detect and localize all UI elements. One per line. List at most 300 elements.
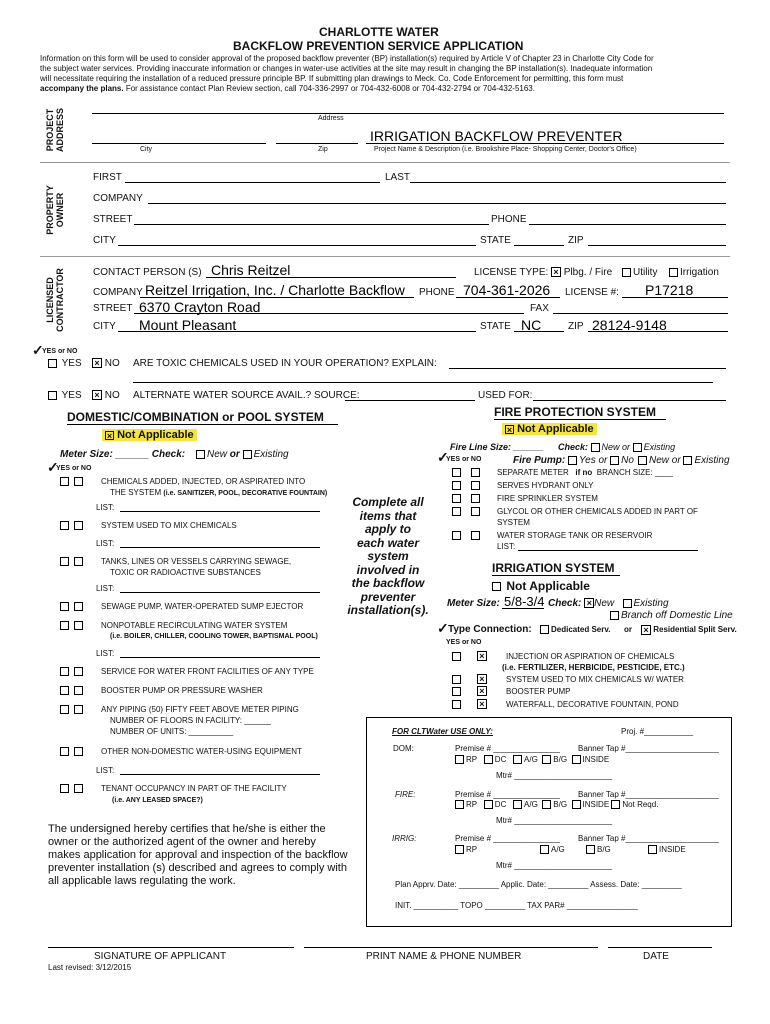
domestic-section-title: DOMESTIC/COMBINATION or POOL SYSTEM: [67, 410, 324, 424]
checkmark-icon: ✓: [437, 449, 449, 465]
instruction-line: the backflow: [351, 576, 425, 590]
contractor-street-label: STREET: [93, 303, 133, 314]
fire-item-meter-checks[interactable]: [452, 467, 482, 478]
irrigation-existing-label: Existing: [633, 598, 669, 609]
last-revised: Last revised: 3/12/2015: [48, 963, 132, 972]
form-title-org: CHARLOTTE WATER: [319, 25, 439, 39]
checkbox-icon[interactable]: [60, 747, 69, 756]
contractor-phone-field[interactable]: [456, 297, 560, 298]
office-dom-bg: B/G: [553, 755, 568, 764]
irrigation-section-title: IRRIGATION SYSTEM: [492, 561, 615, 575]
city-field[interactable]: [92, 143, 266, 144]
contractor-phone-label: PHONE: [419, 287, 455, 298]
contractor-city-value[interactable]: Mount Pleasant: [139, 317, 237, 333]
checkbox-icon[interactable]: [452, 481, 461, 490]
license-type-irrigation[interactable]: [669, 267, 719, 278]
domestic-list-field-4[interactable]: [120, 657, 320, 658]
contractor-zip-label: ZIP: [568, 321, 584, 332]
irrigation-meter-field[interactable]: [502, 608, 544, 609]
checkbox-icon[interactable]: [572, 800, 581, 809]
fire-list-field[interactable]: [518, 550, 698, 551]
domestic-item-sewage-checks[interactable]: [60, 601, 85, 612]
signature-label: SIGNATURE OF APPLICANT: [94, 951, 227, 962]
contractor-city-label: CITY: [93, 321, 116, 332]
office-fire-options[interactable]: [455, 800, 658, 809]
irrigation-item-waterfall-checks[interactable]: [452, 699, 487, 710]
license-number-field[interactable]: [622, 297, 728, 298]
fire-item-tank: WATER STORAGE TANK OR RESERVOIR: [497, 531, 653, 540]
used-for-label: USED FOR:: [478, 390, 533, 401]
checkbox-icon[interactable]: [611, 800, 620, 809]
contractor-state-value[interactable]: NC: [521, 317, 542, 333]
license-type-label: LICENSE TYPE:: [474, 267, 549, 278]
owner-street-field[interactable]: [134, 224, 489, 225]
owner-company-label: COMPANY: [93, 193, 143, 204]
certification-line-5: all applicable laws regulating the work.: [48, 875, 236, 887]
checked-box-icon[interactable]: ×: [506, 424, 513, 435]
checked-box-icon[interactable]: ×: [106, 430, 113, 441]
checkbox-icon[interactable]: [540, 625, 549, 634]
domestic-item-units: NUMBER OF UNITS: __________: [110, 727, 234, 736]
toxic-explain-field[interactable]: [449, 368, 726, 369]
irrigation-item-booster: BOOSTER PUMP: [506, 687, 571, 696]
checkbox-icon[interactable]: [471, 481, 480, 490]
domestic-item-floors: NUMBER OF FLOORS IN FACILITY: ______: [110, 716, 271, 725]
checkbox-icon[interactable]: [196, 450, 205, 459]
domestic-item-booster-checks[interactable]: [60, 685, 85, 696]
checkbox-icon[interactable]: [623, 599, 632, 608]
checkbox-icon[interactable]: [572, 755, 581, 764]
toxic-yes-label: YES: [61, 358, 82, 369]
domestic-list-field-5[interactable]: [120, 774, 320, 775]
contractor-company-field[interactable]: [140, 297, 414, 298]
license-plbg-label: Plbg. / Fire: [563, 267, 613, 278]
date-field[interactable]: [608, 947, 712, 948]
owner-state-field[interactable]: [514, 245, 564, 246]
office-fire-ag: A/G: [524, 800, 538, 809]
office-irrig-bg[interactable]: [586, 845, 611, 854]
form-title: BACKFLOW PREVENTION SERVICE APPLICATION: [233, 39, 524, 53]
domestic-item-tanks-checks[interactable]: [60, 556, 85, 567]
domestic-item-sewage: SEWAGE PUMP, WATER-OPERATED SUMP EJECTOR: [101, 602, 304, 611]
domestic-item-waterfront-checks[interactable]: [60, 666, 85, 677]
irrigation-check[interactable]: [548, 598, 669, 609]
domestic-item-tenant-checks[interactable]: [60, 783, 85, 794]
checked-box-icon[interactable]: ×: [477, 674, 487, 684]
zip-field[interactable]: [276, 143, 358, 144]
contractor-zip-field[interactable]: [588, 331, 728, 332]
irrigation-residential-label: Residential Split Serv.: [653, 625, 737, 635]
office-dom-dc: DC: [494, 755, 507, 764]
domestic-item-chem: CHEMICALS ADDED, INJECTED, OR ASPIRATED INTO: [101, 477, 306, 486]
checkbox-icon[interactable]: [633, 443, 642, 452]
checkbox-icon[interactable]: [74, 667, 83, 676]
domestic-or-label: or: [229, 449, 240, 460]
intro-line-3: will necessitate requiring the installation of a reduced pressure principle BP. If submitting plan drawings to Meck. Co. Code Enforcement for permitting, this form must: [40, 74, 624, 83]
domestic-list-field-1[interactable]: [120, 511, 320, 512]
instruction-line: involved in: [356, 562, 420, 577]
domestic-item-nonpotable-checks[interactable]: [60, 620, 85, 631]
toxic-explain-field-2[interactable]: [133, 382, 713, 383]
alt-water-source-field[interactable]: [345, 400, 475, 401]
checkbox-icon[interactable]: [648, 845, 657, 854]
fire-existing-label: Existing: [643, 442, 676, 452]
checked-box-icon[interactable]: ×: [477, 686, 487, 696]
irrigation-item-booster-checks[interactable]: [452, 686, 487, 697]
office-init-line: INIT. __________ TOPO _________ TAX PAR# ________________: [395, 901, 639, 910]
checkbox-icon[interactable]: [452, 507, 461, 516]
domestic-list-label: LIST:: [96, 539, 115, 548]
office-irrig-inside[interactable]: [648, 845, 686, 854]
checkbox-icon[interactable]: [455, 800, 464, 809]
instruction-line: Complete all: [352, 495, 424, 509]
office-dom-banner: Banner Tap #_____________________: [578, 744, 719, 753]
fire-pump[interactable]: [513, 455, 634, 466]
checkbox-icon[interactable]: [452, 675, 461, 684]
contractor-phone-value[interactable]: 704-361-2026: [463, 282, 551, 298]
irrigation-type-connection: Type Connection:: [448, 624, 532, 635]
irrigation-meter-value[interactable]: 5/8-3/4: [504, 594, 545, 609]
checkbox-icon[interactable]: [471, 531, 480, 540]
contact-person-field[interactable]: [206, 277, 456, 278]
irrigation-residential[interactable]: [641, 625, 737, 635]
license-number-label: LICENSE #:: [565, 287, 619, 298]
irrigation-item-injection-checks[interactable]: [452, 651, 487, 662]
checkbox-icon[interactable]: [60, 784, 69, 793]
fire-list-label: LIST:: [497, 542, 516, 551]
fire-pump-or-label: or: [598, 455, 608, 466]
checkbox-icon[interactable]: [484, 800, 493, 809]
intro-line-2: the subject water services. Providing inaccurate information or changes in water-use activities at the site may result in changing the BP installation(s). Inadequate information: [40, 64, 653, 73]
domestic-list-label: LIST:: [96, 766, 115, 775]
zip-label: Zip: [318, 146, 328, 153]
fire-na-label: Not Applicable: [517, 423, 594, 435]
owner-city-label: CITY: [93, 235, 116, 246]
checkbox-icon[interactable]: [74, 602, 83, 611]
checkbox-icon[interactable]: [471, 507, 480, 516]
owner-street-label: STREET: [93, 214, 133, 225]
irrigation-item-injection-note: (i.e. FERTILIZER, HERBICIDE, PESTICIDE, ETC.): [502, 663, 685, 672]
license-number-value[interactable]: P17218: [645, 282, 694, 298]
checked-box-icon[interactable]: ×: [92, 358, 102, 368]
certification-line-4: preventer installation (s) described and agrees to comply with: [48, 862, 347, 874]
instruction-text: [340, 496, 436, 618]
irrigation-item-mix: SYSTEM USED TO MIX CHEMICALS W/ WATER: [506, 675, 684, 684]
checkbox-icon[interactable]: [60, 602, 69, 611]
office-fire-rp: RP: [466, 800, 478, 809]
domestic-item-tenant-note: (i.e. ANY LEASED SPACE?): [112, 797, 203, 804]
checkbox-icon[interactable]: [74, 747, 83, 756]
domestic-item-chem-2: [110, 488, 327, 497]
checkbox-icon[interactable]: [452, 652, 461, 661]
print-name-field[interactable]: [304, 947, 598, 948]
owner-phone-label: PHONE: [491, 214, 527, 225]
checkbox-icon[interactable]: [452, 468, 461, 477]
domestic-item-tanks: TANKS, LINES OR VESSELS CARRYING SEWAGE,: [101, 557, 292, 566]
section-divider: [40, 162, 730, 163]
irrigation-branch[interactable]: [610, 610, 733, 621]
fire-not-applicable[interactable]: [502, 423, 597, 435]
checked-box-icon[interactable]: ×: [641, 625, 651, 635]
checkbox-icon[interactable]: [638, 456, 647, 465]
city-label: City: [140, 146, 153, 153]
domestic-not-applicable[interactable]: [102, 429, 197, 441]
irrigation-item-waterfall: WATERFALL, DECORATIVE FOUNTAIN, POND: [506, 700, 679, 709]
owner-city-field[interactable]: [118, 245, 476, 246]
irrigation-not-applicable[interactable]: [492, 579, 590, 593]
domestic-item-other-checks[interactable]: [60, 746, 85, 757]
domestic-item-waterfront: SERVICE FOR WATER FRONT FACILITIES OF ANY TYPE: [101, 667, 314, 676]
irrigation-item-mix-checks[interactable]: [452, 674, 487, 685]
domestic-item-mix: SYSTEM USED TO MIX CHEMICALS: [101, 521, 237, 530]
irrigation-na-label: Not Applicable: [506, 579, 590, 593]
domestic-new-existing[interactable]: [196, 449, 289, 460]
contractor-state-field[interactable]: [514, 331, 564, 332]
checkbox-icon[interactable]: [455, 845, 464, 854]
fire-pump-yes-label: Yes: [579, 455, 596, 466]
alt-water-no-option[interactable]: [92, 390, 120, 401]
owner-last-field[interactable]: [410, 182, 726, 183]
checkbox-icon[interactable]: [622, 268, 631, 277]
domestic-list-field-3[interactable]: [120, 592, 320, 593]
checkbox-icon[interactable]: [74, 705, 83, 714]
domestic-item-nonpotable: NONPOTABLE RECIRCULATING WATER SYSTEM: [101, 621, 288, 630]
fire-if-no-label: if no: [575, 468, 593, 477]
office-dom-premise: Premise # _______________: [455, 744, 560, 753]
intro-line-4-text: For assistance contact Plan Review section, call 704-336-2997 or 704-432-6008 or 704-432-2794 or 704-432-5163.: [123, 84, 535, 93]
checkbox-icon[interactable]: [60, 686, 69, 695]
toxic-no-option[interactable]: [92, 358, 120, 369]
checkbox-icon[interactable]: [74, 784, 83, 793]
signature-field[interactable]: [48, 947, 294, 948]
fire-item-tank-checks[interactable]: [452, 530, 482, 541]
checkbox-icon[interactable]: [492, 582, 501, 591]
checked-box-icon[interactable]: ×: [477, 651, 487, 661]
owner-phone-field[interactable]: [529, 224, 726, 225]
irrigation-item-injection: INJECTION OR ASPIRATION OF CHEMICALS: [506, 652, 675, 661]
checkmark-icon: ✓: [47, 459, 59, 475]
checkbox-icon[interactable]: [452, 494, 461, 503]
contractor-city-field[interactable]: [118, 331, 476, 332]
checkbox-icon[interactable]: [471, 494, 480, 503]
checkbox-icon[interactable]: [683, 456, 692, 465]
date-label: DATE: [643, 951, 669, 962]
checkbox-icon[interactable]: [484, 755, 493, 764]
domestic-item-piping: ANY PIPING (50) FIFTY FEET ABOVE METER PIPING: [101, 705, 299, 714]
fire-item-sprinkler-checks[interactable]: [452, 493, 482, 504]
domestic-list-field-2[interactable]: [120, 547, 320, 548]
domestic-item-chem-note: (i.e. SANITIZER, POOL, DECORATIVE FOUNTAIN): [163, 490, 328, 497]
office-irrig-bg-label: B/G: [597, 845, 611, 854]
contractor-street-field[interactable]: [134, 313, 524, 314]
checkbox-icon[interactable]: [48, 359, 57, 368]
toxic-no-label: NO: [104, 358, 120, 369]
intro-line-4: [40, 84, 535, 93]
office-irrig-label: IRRIG:: [392, 834, 417, 843]
owner-company-field[interactable]: [148, 203, 726, 204]
office-dom-mtr: Mtr# ______________________: [496, 771, 613, 780]
checkbox-icon[interactable]: [60, 705, 69, 714]
project-name-field[interactable]: [366, 143, 724, 144]
checkbox-icon[interactable]: [74, 557, 83, 566]
checkbox-icon[interactable]: [591, 443, 600, 452]
owner-state-label: STATE: [480, 235, 511, 246]
office-use-title: FOR CLTWater USE ONLY:: [392, 727, 493, 736]
office-dom-ag: A/G: [524, 755, 538, 764]
license-type-plbg[interactable]: [551, 267, 612, 278]
irrigation-yes-or-no: YES or NO: [446, 639, 482, 646]
license-type-utility[interactable]: [622, 267, 657, 278]
office-fire-mtr: Mtr# ______________________: [496, 816, 613, 825]
office-fire-dc: DC: [494, 800, 507, 809]
checkbox-icon[interactable]: [542, 755, 551, 764]
property-owner-side-label: PROPERTY OWNER: [45, 185, 65, 235]
contractor-company-value[interactable]: Reitzel Irrigation, Inc. / Charlotte Backflow: [145, 282, 405, 298]
office-irrig-inside-label: INSIDE: [659, 845, 686, 854]
domestic-new-label: New: [207, 449, 228, 460]
owner-zip-field[interactable]: [588, 245, 726, 246]
alt-water-yes-option[interactable]: [48, 390, 82, 401]
fire-pump-label: Fire Pump:: [513, 455, 566, 466]
fire-pump-or2-label: or: [671, 455, 681, 466]
checkbox-icon[interactable]: [60, 557, 69, 566]
irrigation-title-underline: [492, 575, 620, 576]
checkbox-icon[interactable]: [610, 456, 619, 465]
checkbox-icon[interactable]: [568, 456, 577, 465]
section-divider: [40, 256, 730, 257]
fire-pump-existing-label: Existing: [694, 455, 730, 466]
domestic-meter-size: Meter Size: ______ Check:: [60, 449, 186, 460]
checked-box-icon[interactable]: ×: [551, 267, 561, 277]
fire-item-glycol-2: SYSTEM: [497, 518, 530, 527]
checkbox-icon[interactable]: [60, 667, 69, 676]
instruction-line: installation(s).: [347, 603, 429, 617]
contractor-zip-value[interactable]: 28124-9148: [592, 317, 667, 333]
office-fire-premise: Premise # _______________: [455, 790, 560, 799]
office-fire-banner: Banner Tap #_____________________: [578, 790, 719, 799]
instruction-line: preventer: [360, 589, 416, 604]
checkbox-icon[interactable]: [74, 621, 83, 630]
checkbox-icon[interactable]: [48, 391, 57, 400]
address-field[interactable]: [92, 113, 724, 114]
office-irrig-banner: Banner Tap #_____________________: [578, 834, 719, 843]
checkbox-icon[interactable]: [669, 268, 678, 277]
checkbox-icon[interactable]: [243, 450, 252, 459]
checkbox-icon[interactable]: [513, 800, 522, 809]
fire-title-underline: [494, 419, 666, 420]
checkbox-icon[interactable]: [74, 477, 83, 486]
checked-box-icon[interactable]: ×: [584, 598, 594, 608]
office-irrig-ag-label: A/G: [551, 845, 565, 854]
office-irrig-rp[interactable]: [455, 845, 477, 854]
fire-item-meter: [497, 468, 673, 477]
fire-meter-label: SEPARATE METER: [497, 468, 569, 477]
fire-branch-size-label: BRANCH SIZE: ____: [596, 468, 673, 477]
office-dom-options[interactable]: [455, 755, 609, 764]
fire-check[interactable]: [558, 442, 675, 452]
certification-line-2: owner or the authorized agent of the owner and hereby: [48, 836, 316, 848]
checkbox-icon[interactable]: [60, 521, 69, 530]
project-address-side-label: PROJECT ADDRESS: [45, 108, 65, 153]
fire-section-title: FIRE PROTECTION SYSTEM: [494, 405, 657, 419]
contact-person-value[interactable]: Chris Reitzel: [211, 262, 291, 278]
used-for-field[interactable]: [533, 400, 726, 401]
checkbox-icon[interactable]: [471, 468, 480, 477]
domestic-item-mix-checks[interactable]: [60, 520, 85, 531]
checkbox-icon[interactable]: [610, 611, 619, 620]
domestic-check-label: Check:: [151, 449, 186, 460]
office-fire-bg: B/G: [553, 800, 568, 809]
checkbox-icon[interactable]: [60, 477, 69, 486]
domestic-list-label: LIST:: [96, 649, 115, 658]
checkbox-icon[interactable]: [452, 687, 461, 696]
checkbox-icon[interactable]: [452, 531, 461, 540]
domestic-item-nonpotable-note: (i.e. BOILER, CHILLER, COOLING TOWER, BAPTISMAL POOL): [110, 633, 318, 640]
irrigation-dedicated[interactable]: [540, 625, 610, 634]
office-irrig-ag[interactable]: [540, 845, 565, 854]
owner-first-label: FIRST: [93, 172, 122, 183]
checked-box-icon[interactable]: ×: [92, 390, 102, 400]
contractor-street-value[interactable]: 6370 Crayton Road: [139, 299, 261, 315]
contractor-fax-field[interactable]: [553, 313, 728, 314]
domestic-item-tenant: TENANT OCCUPANCY IN PART OF THE FACILITY: [101, 784, 287, 793]
irrigation-check-label: Check:: [548, 598, 582, 609]
checked-box-icon[interactable]: ×: [477, 699, 487, 709]
fire-pump-new-existing[interactable]: [638, 455, 730, 466]
toxic-question: ARE TOXIC CHEMICALS USED IN YOUR OPERATION? EXPLAIN:: [133, 358, 437, 369]
domestic-meter-size-label: Meter Size:: [60, 449, 113, 460]
instruction-line: items that: [359, 508, 417, 523]
checkbox-icon[interactable]: [542, 800, 551, 809]
checkbox-icon[interactable]: [74, 686, 83, 695]
fire-item-glycol-checks[interactable]: [452, 506, 482, 517]
checkbox-icon[interactable]: [455, 755, 464, 764]
office-fire-inside: INSIDE: [582, 800, 610, 809]
fire-item-hydrant: SERVES HYDRANT ONLY: [497, 481, 594, 490]
irrigation-dedicated-label: Dedicated Serv.: [551, 625, 611, 634]
checkbox-icon[interactable]: [586, 845, 595, 854]
owner-first-field[interactable]: [125, 182, 380, 183]
project-name-value[interactable]: IRRIGATION BACKFLOW PREVENTER: [370, 128, 623, 144]
domestic-item-chem-2-text: THE SYSTEM: [110, 488, 162, 497]
instruction-line: each water: [356, 535, 420, 550]
print-name-label: PRINT NAME & PHONE NUMBER: [366, 951, 522, 962]
address-label: Address: [318, 115, 344, 122]
toxic-yes-option[interactable]: [48, 358, 82, 369]
alt-water-yes-label: YES: [61, 390, 82, 401]
domestic-item-chem-checks[interactable]: [60, 476, 85, 487]
fire-pump-new-label: New: [649, 455, 670, 466]
irrigation-branch-label: Branch off Domestic Line: [621, 610, 733, 621]
domestic-na-label: Not Applicable: [117, 429, 194, 441]
checkbox-icon[interactable]: [74, 521, 83, 530]
instruction-line: apply to: [364, 522, 411, 536]
domestic-item-piping-checks[interactable]: [60, 704, 85, 715]
checkbox-icon[interactable]: [513, 755, 522, 764]
checkmark-icon: ✓: [32, 342, 44, 358]
office-fire-label: FIRE:: [395, 790, 416, 799]
checkbox-icon[interactable]: [60, 621, 69, 630]
alt-water-question: ALTERNATE WATER SOURCE AVAIL.? SOURCE:: [133, 390, 360, 401]
fire-item-glycol: GLYCOL OR OTHER CHEMICALS ADDED IN PART OF: [497, 507, 698, 516]
checkbox-icon[interactable]: [452, 700, 461, 709]
checkbox-icon[interactable]: [540, 845, 549, 854]
checkmark-icon: ✓: [437, 620, 449, 636]
domestic-title-underline: [67, 424, 338, 425]
fire-check-label: Check:: [558, 442, 589, 452]
fire-item-hydrant-checks[interactable]: [452, 480, 482, 491]
office-irrig-rp-label: RP: [466, 845, 478, 854]
